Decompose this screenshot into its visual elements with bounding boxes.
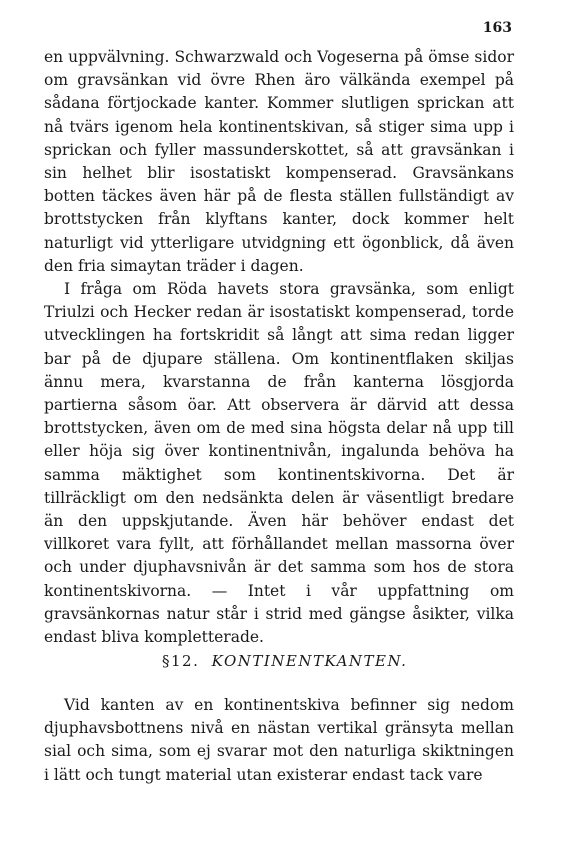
paragraph-continent-edge: Vid kanten av en kontinentskiva befinner sig nedom djuphavsbottnens nivå en nästan vertikal gränsyta mellan sial och sima, som ej svarar mot den naturliga skiktningen i lätt och tungt material utan existerar endast tack vare (44, 696, 514, 784)
page-number: 163 (482, 20, 512, 36)
section-heading (162, 652, 407, 670)
section-body-text (44, 694, 514, 787)
section-number: §12. (162, 652, 200, 670)
section-title: KONTINENTKANTEN. (211, 652, 408, 670)
body-text (44, 46, 514, 649)
paragraph-red-sea: I fråga om Röda havets stora gravsänka, som enligt Triulzi och Hecker redan är isostatiskt kompenserad, torde utvecklingen ha fortskridit så långt att sima redan ligger bar på de djupare ställena. Om kontinentflaken skiljas ännu mera, kvarstanna de från kanterna lösgjorda partierna såsom öar. Att observera är därvid att dessa brottstycken, även om de med sina högsta delar nå upp till eller höja sig över kontinentnivån, ingalunda behöva ha samma mäktighet som kontinentskivorna. Det är tillräckligt om den nedsänkta delen är väsentligt bredare än den uppskjutande. Även här behöver endast det villkoret vara fyllt, att förhållandet mellan massorna över och under djuphavsnivån är det samma som hos de stora kontinentskivorna. — Intet i vår uppfattning om gravsänkornas natur står i strid med gängse åsikter, vilka endast bliva kompletterade. (44, 280, 514, 647)
paragraph-continued: en uppvälvning. Schwarzwald och Vogeserna på ömse sidor om gravsänkan vid övre Rhen äro välkända exempel på sådana förtjockade kanter. Kommer slutligen sprickan att nå tvärs igenom hela kontinentskivan, så stiger sima upp i sprickan och fyller massunderskottet, så att gravsänkan i sin helhet blir isostatiskt kompenserad. Gravsänkans botten täckes även här på de flesta ställen fullständigt av brottstycken från klyftans kanter, dock kommer helt naturligt vid ytterligare utvidgning ett ögonblick, då även den fria simaytan träder i dagen. (44, 48, 514, 275)
